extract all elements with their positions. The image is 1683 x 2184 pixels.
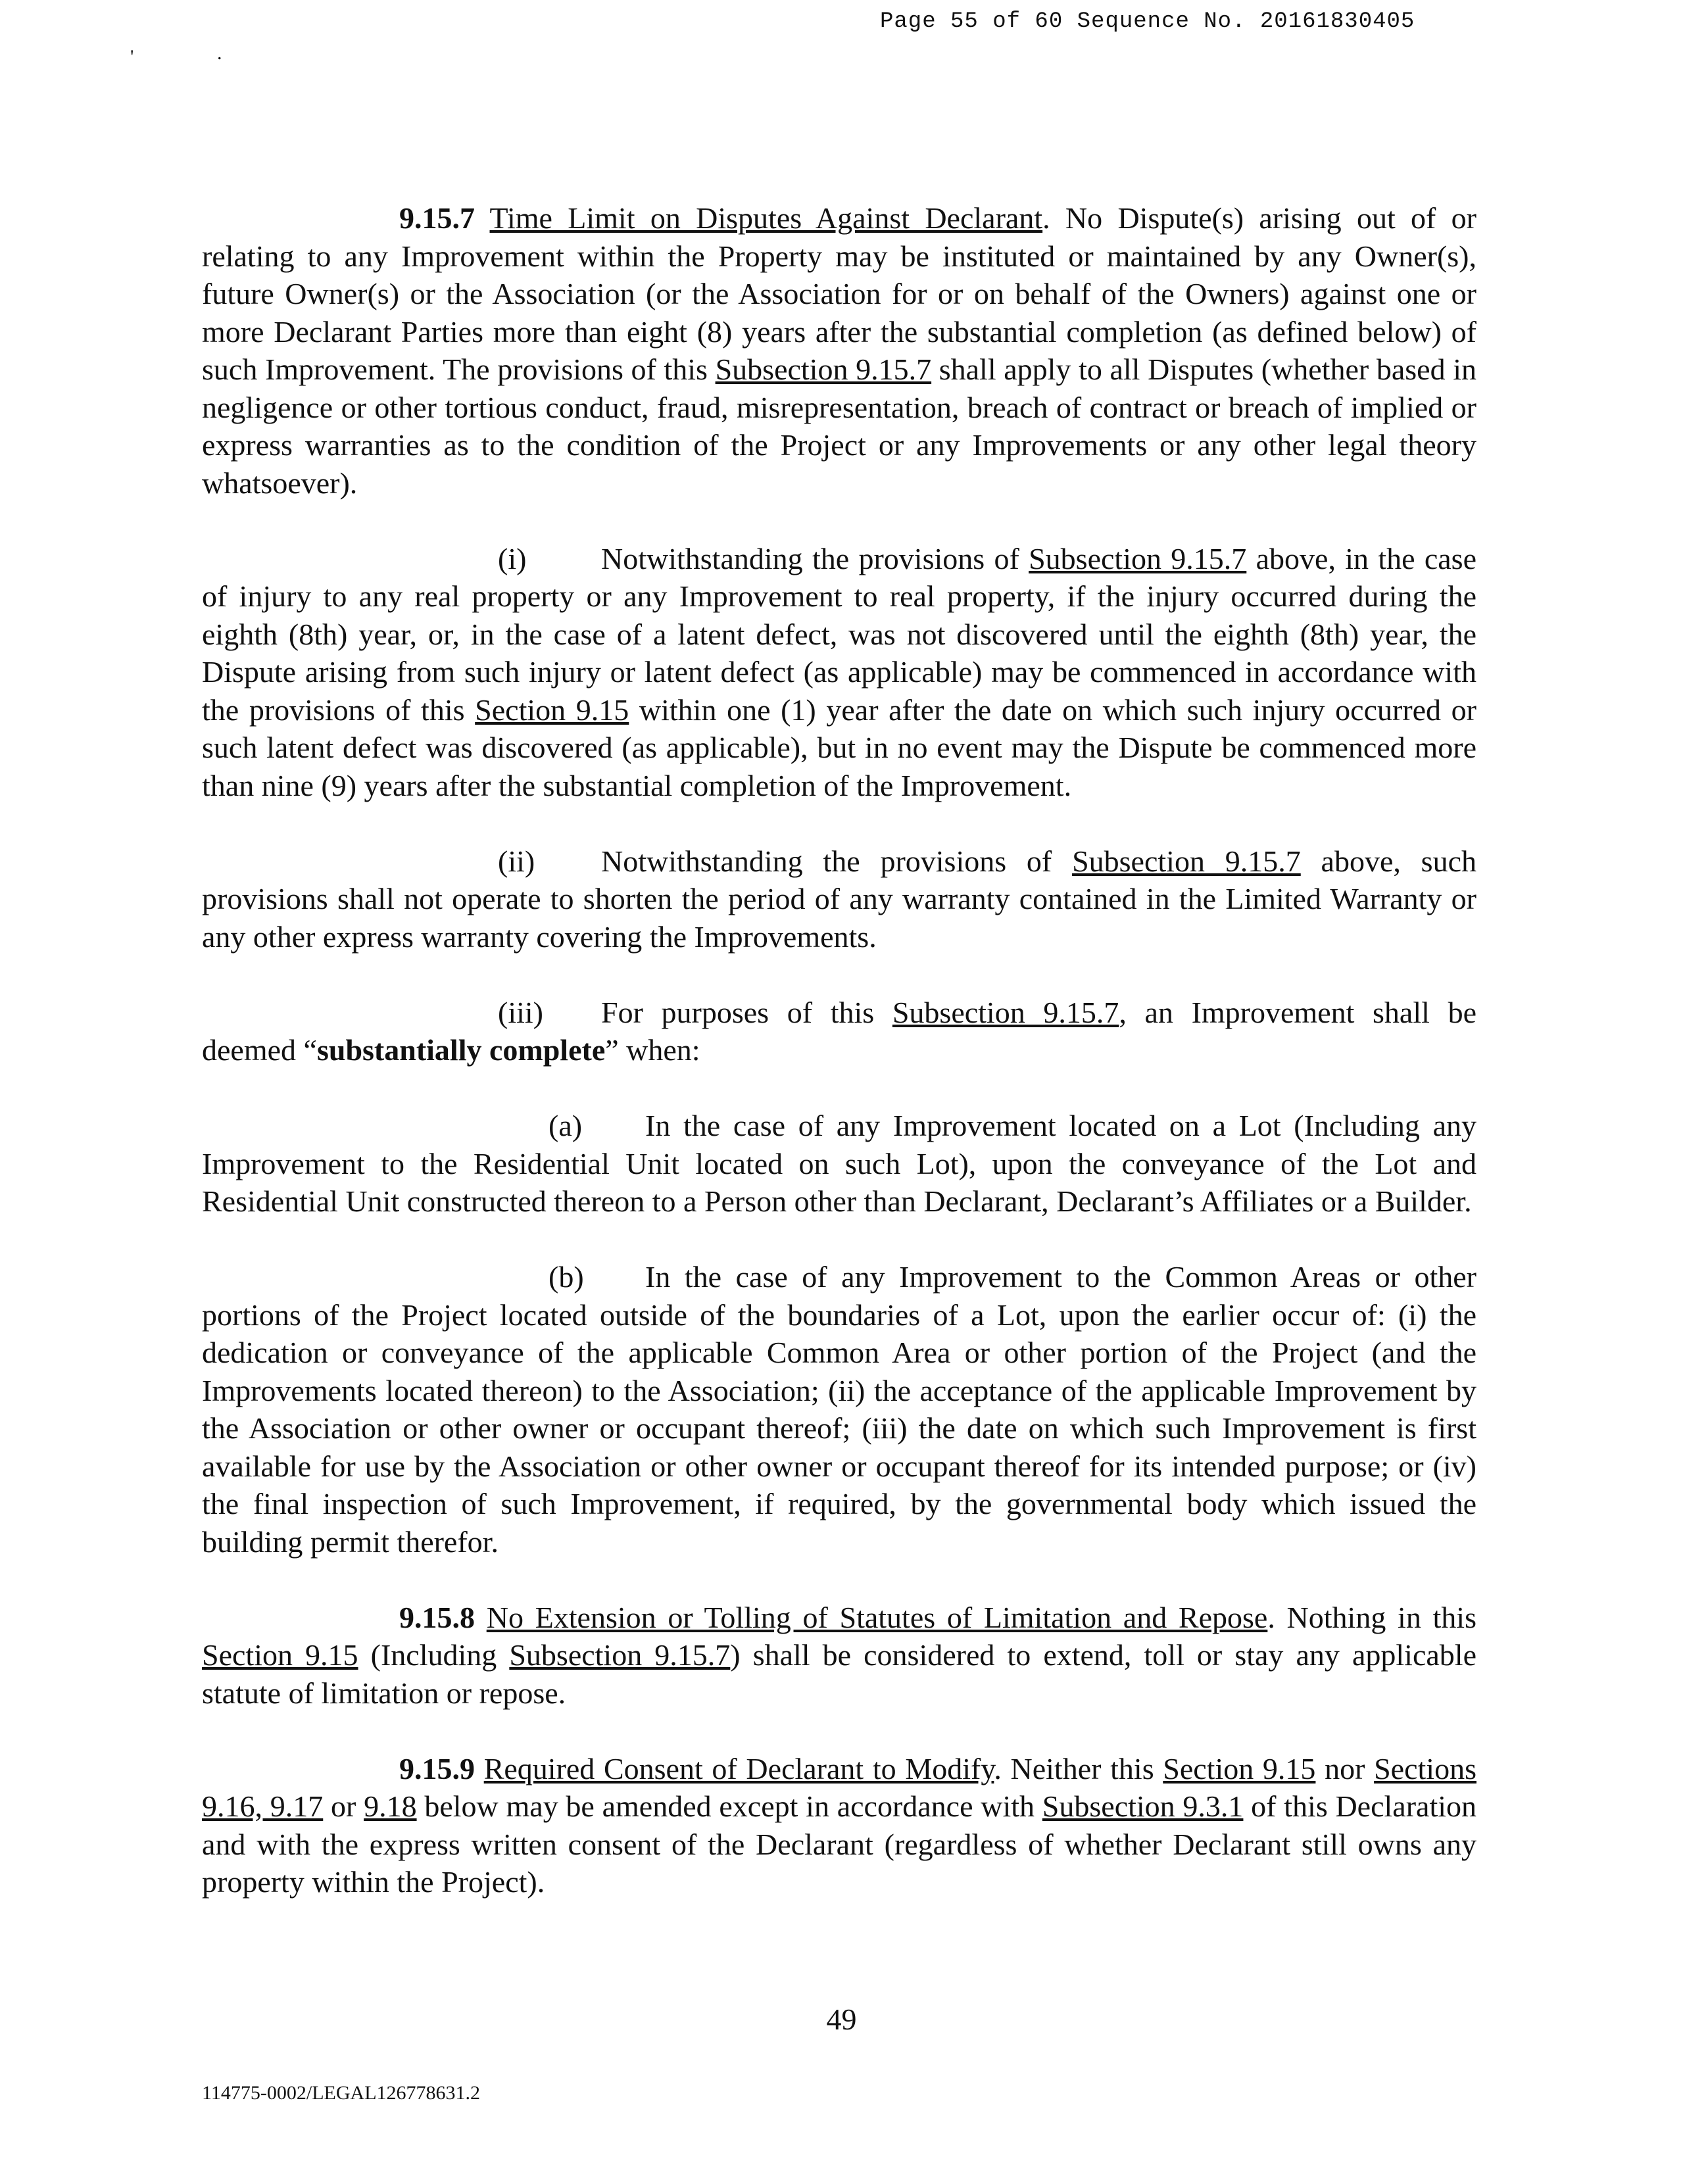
section-text: or [323, 1789, 364, 1823]
subsection-reference: Subsection 9.3.1 [1042, 1789, 1244, 1823]
subsection-reference: Subsection 9.15.7 [1072, 844, 1301, 878]
document-body [202, 199, 1476, 1939]
scan-mark-right: . [217, 42, 222, 64]
section-text: shall apply to all Disputes (whether based in negligence or other tortious conduct, fraud, misrepresentation, breach of contract or breach of implied or express warranties as to the condition of the Project or any Improvements or any other legal theory whatsoever). [202, 352, 1476, 500]
section-reference: 9.18 [364, 1789, 417, 1823]
section-title: Time Limit on Disputes Against Declarant [489, 201, 1043, 235]
subsection-reference: Subsection 9.15.7 [715, 352, 932, 386]
section-text: below may be amended except in accordance with [416, 1789, 1042, 1823]
section-number: 9.15.7 [399, 201, 475, 235]
paragraph-text: In the case of any Improvement to the Common Areas or other portions of the Project located outside of the boundaries of a Lot, upon the earlier occur of: (i) the dedication or conveyance of the applicable Common Area or other portion of the Project (and the Improvements located thereon) to the Association; (ii) the acceptance of the applicable Improvement by the Association or other owner or occupant thereof; (iii) the date on which such Improvement is first available for use by the Association or other owner or occupant thereof for its intended purpose; or (iv) the final inspection of such Improvement, if required, by the governmental body which issued the building permit therefor. [202, 1260, 1476, 1559]
section-text: . Nothing in this [1267, 1600, 1476, 1634]
paragraph-a [202, 1107, 1476, 1221]
scan-mark-left: ' [130, 46, 134, 68]
subsection-reference: Subsection 9.15.7 [892, 995, 1119, 1029]
section-reference: Section 9.15 [202, 1638, 358, 1672]
section-number: 9.15.8 [399, 1600, 475, 1634]
paragraph-text: For purposes of this [601, 995, 892, 1029]
page-number: 49 [826, 2002, 857, 2036]
section-9-15-8 [202, 1599, 1476, 1712]
section-text: (Including [358, 1638, 510, 1672]
paragraph-text: In the case of any Improvement located on a Lot (Including any Improvement to the Residential Unit located on such Lot), upon the conveyance of the Lot and Residential Unit constructed thereon to a Person other than Declarant, Declarant’s Affiliates or a Builder. [202, 1109, 1476, 1218]
document-id: 114775-0002/LEGAL126778631.2 [202, 2082, 481, 2104]
section-number: 9.15.9 [399, 1751, 475, 1785]
paragraph-label: (iii) [498, 995, 543, 1029]
section-title: No Extension or Tolling of Statutes of Limitation and Repose [486, 1600, 1268, 1634]
paragraph-text: , an Improvement shall be deemed “ [202, 995, 1476, 1067]
subsection-reference: Subsection 9.15.7 [509, 1638, 731, 1672]
section-reference: Section 9.15 [475, 692, 629, 727]
paragraph-ii [202, 842, 1476, 956]
paragraph-text: above, such provisions shall not operate to shorten the period of any warranty contained in the Limited Warranty or any other express warranty covering the Improvements. [202, 844, 1477, 954]
section-text: . No Dispute(s) arising out of or relating to any Improvement within the Property may be instituted or maintained by any Owner(s), future Owner(s) or the Association (or the Association for or on behalf of the Owners) against one or more Declarant Parties more than eight (8) years after the substantial completion (as defined below) of such Improvement. The provisions of this [202, 201, 1476, 386]
section-text: of this Declaration and with the express written consent of the Declarant (regardless of whether Declarant still owns any property within the Project). [202, 1789, 1477, 1899]
page-header: Page 55 of 60 Sequence No. 20161830405 [880, 9, 1415, 34]
paragraph-text: Notwithstanding the provisions of [601, 541, 1029, 575]
paragraph-text: Notwithstanding the provisions of [601, 844, 1073, 878]
defined-term: substantially complete [316, 1033, 606, 1067]
paragraph-b [202, 1258, 1476, 1561]
paragraph-label: (a) [549, 1109, 583, 1142]
paragraph-label: (i) [498, 541, 527, 575]
paragraph-text: within one (1) year after the date on which such injury occurred or such latent defect was discovered (as applicable), but in no event may the Dispute be commenced more than nine (9) years after the substantial completion of the Improvement. [202, 692, 1476, 802]
subsection-reference: Subsection 9.15.7 [1029, 541, 1247, 575]
paragraph-i [202, 540, 1476, 805]
sections-reference: Sections 9.16, 9.17 [202, 1751, 1476, 1823]
section-title: Required Consent of Declarant to Modify [483, 1751, 994, 1785]
paragraph-text: above, in the case of injury to any real property or any Improvement to real property, if the injury occurred during the eighth (8th) year, or, in the case of a latent defect, was not discovered until the eighth (8th) year, the Dispute arising from such injury or latent defect (as applicable) may be commenced in accordance with the provisions of this [202, 541, 1476, 727]
section-9-15-7 [202, 199, 1476, 502]
section-reference: Section 9.15 [1163, 1751, 1316, 1785]
section-9-15-9 [202, 1750, 1476, 1901]
section-text: . Neither this [994, 1751, 1163, 1785]
section-text: ) shall be considered to extend, toll or stay any applicable statute of limitation or repose. [202, 1638, 1476, 1710]
paragraph-label: (b) [549, 1260, 584, 1294]
paragraph-iii [202, 994, 1476, 1069]
section-text: nor [1315, 1751, 1375, 1785]
paragraph-text: ” when: [605, 1033, 700, 1067]
paragraph-label: (ii) [498, 844, 535, 878]
